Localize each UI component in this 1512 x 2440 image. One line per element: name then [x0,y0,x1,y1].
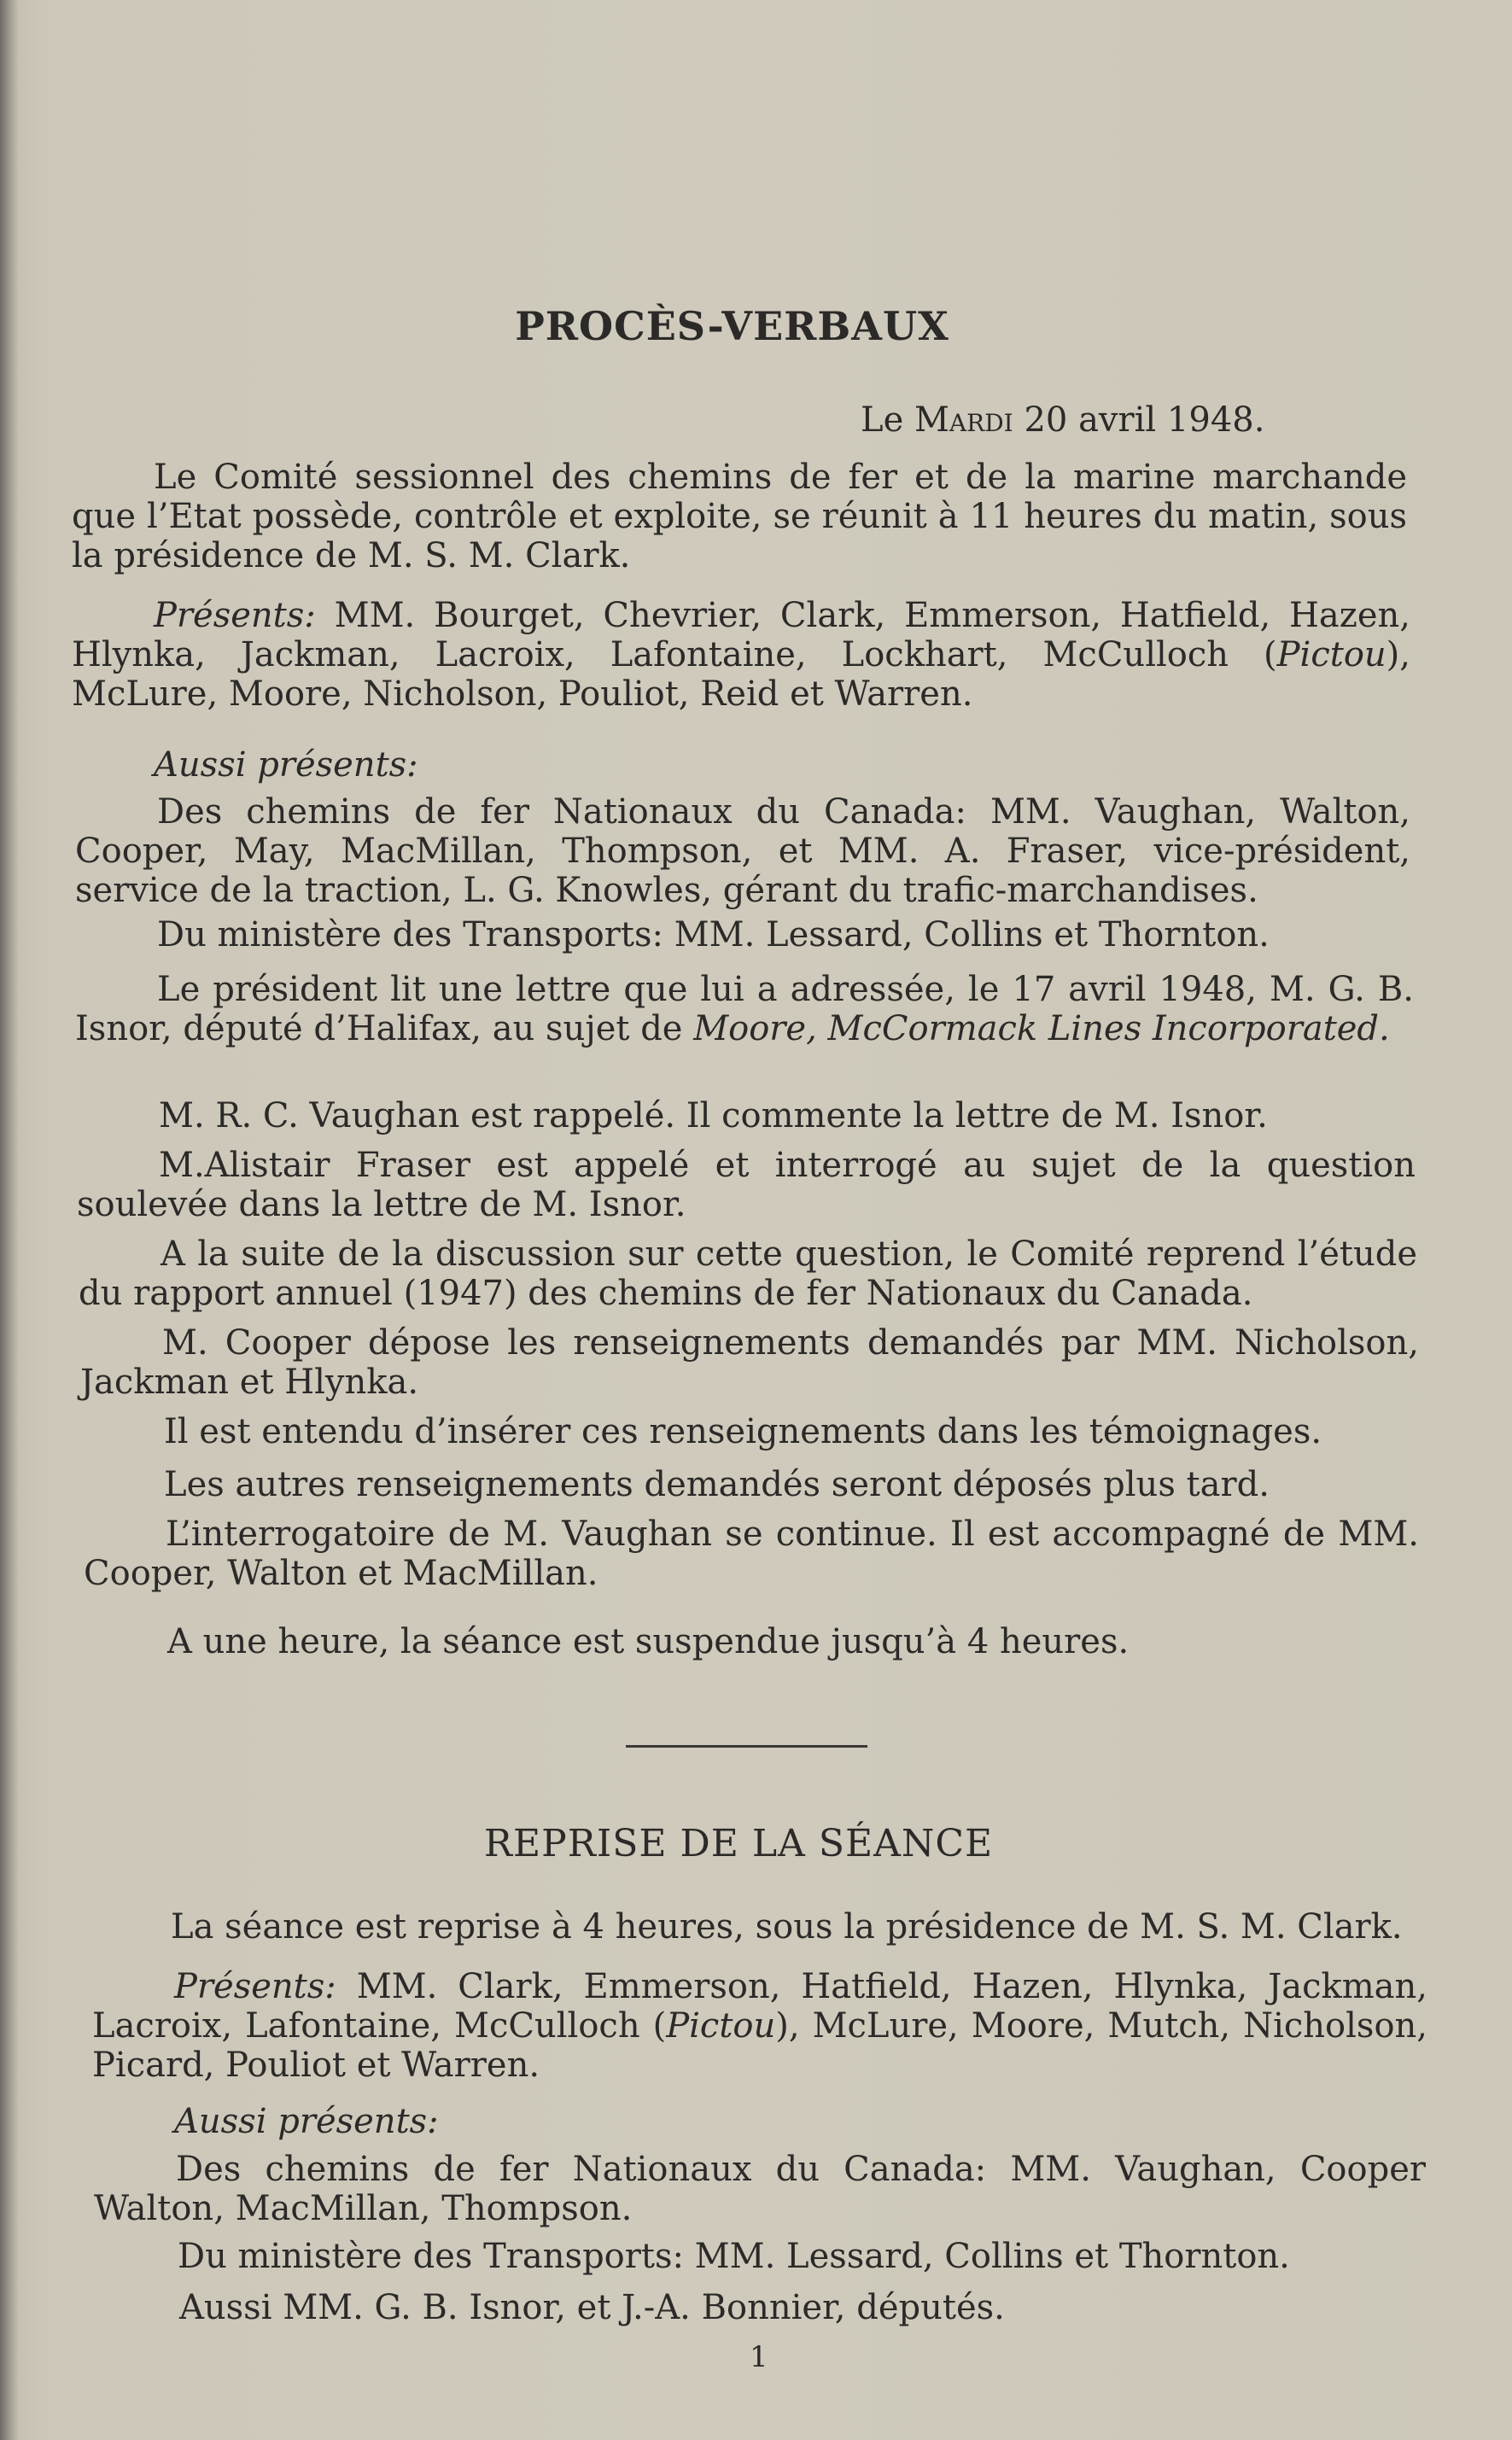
session2-deputes-block [97,2288,1429,2327]
session1-opening: Le Comité sessionnel des chemins de fer et de la marine marchande que l’Etat possède, contrôle et exploite, se réunit à 11 heures du matin, sous la présidence de M. S. M. Clark. [72,458,1407,575]
session1-presents-text-a: MM. Bourget, Chevrier, Clark, Emmerson, Hatfield, Hazen, Hlynka, Jackman, Lacroix, Lafontaine, Lockhart, McCulloch ( [72,596,1410,674]
session2-cn: Des chemins de fer Nationaux du Canada: MM. Vaughan, Cooper Walton, MacMillan, Thompson. [94,2150,1426,2228]
session2-presents-text-b: ), McLure, Moore, Mutch, Nicholson, Picard, Pouliot et Warren. [92,2006,1428,2085]
session1-suite: A la suite de la discussion sur cette question, le Comité reprend l’étude du rapport annuel (1947) des chemins de fer Nationaux du Canada. [79,1235,1417,1313]
session1-suspendue-block [85,1622,1421,1661]
session1-autres: Les autres renseignements demandés seront déposés plus tard. [164,1465,1270,1504]
session1-presents-text-b: ), McLure, Moore, Nicholson, Pouliot, Reid et Warren. [72,635,1410,714]
session2-presents [92,1967,1427,2085]
session2-aussi-label: Aussi présents: [174,2102,439,2141]
page-title: PROCÈS-VERBAUX [515,303,949,349]
date-prefix: Le [861,400,904,440]
session1-fraser: M.Alistair Fraser est appelé et interrogé au sujet de la question soulevée dans la lettre de M. Isnor. [77,1146,1416,1224]
session1-cn-block [75,792,1410,910]
section-divider [626,1745,867,1748]
session1-presents [72,596,1410,714]
session1-presents-label: Présents: [154,596,316,635]
session1-cooper: M. Cooper dépose les renseignements demandés par MM. Nicholson, Jackman et Hlynka. [80,1323,1419,1402]
session2-transports-block [96,2237,1427,2276]
session1-suspendue: A une heure, la séance est suspendue jusqu’à 4 heures. [167,1622,1130,1661]
session1-letter-italic: Moore, McCormack Lines Incorporated. [693,1009,1390,1048]
session1-fraser-block [77,1146,1416,1224]
session1-cn: Des chemins de fer Nationaux du Canada: MM. Vaughan, Walton, Cooper, May, MacMillan, Thompson, et MM. A. Fraser, vice-président, service de la traction, L. G. Knowles, gérant du trafic-marchandises. [75,792,1410,910]
session1-suite-block [79,1235,1417,1313]
session1-vaughan: M. R. C. Vaughan est rappelé. Il commente la lettre de M. Isnor. [159,1096,1268,1135]
page-number: 1 [750,2340,768,2374]
session2-presents-block [92,1967,1427,2085]
session2-presents-label: Présents: [174,1967,336,2006]
session1-letter-text: Le président lit une lettre que lui a adressée, le 17 avril 1948, M. G. B. Isnor, député d’Halifax, au sujet de [75,970,1414,1048]
session1-aussi-block [72,745,1410,785]
session1-presents-block [72,596,1410,714]
session2-opening-block [89,1907,1427,1947]
date-day: Mardi [914,400,1013,440]
session2-transports: Du ministère des Transports: MM. Lessard, Collins et Thornton. [178,2237,1290,2276]
session1-inserer-block [82,1412,1421,1451]
session1-vaughan-block [77,1096,1416,1135]
session2-presents-text-a: MM. Clark, Emmerson, Hatfield, Hazen, Hlynka, Jackman, Lacroix, Lafontaine, McCulloch ( [92,1967,1427,2046]
session1-letter-block [75,970,1414,1048]
section-subtitle: REPRISE DE LA SÉANCE [483,1822,994,1865]
session1-autres-block [82,1465,1421,1504]
session1-opening-block [72,458,1407,575]
session2-cn-block [94,2150,1426,2228]
session2-deputes: Aussi MM. G. B. Isnor, et J.-A. Bonnier, députés. [179,2288,1005,2327]
date-rest: 20 avril 1948. [1024,400,1265,440]
session2-opening: La séance est reprise à 4 heures, sous la présidence de M. S. M. Clark. [171,1907,1403,1947]
session1-transports-block [75,915,1410,954]
session1-letter [75,970,1414,1048]
session1-interro-block [84,1515,1419,1593]
session1-interro: L’interrogatoire de M. Vaughan se continue. Il est accompagné de MM. Cooper, Walton et MacMillan. [84,1515,1419,1593]
session1-cooper-block [80,1323,1419,1402]
session1-aussi-label: Aussi présents: [154,745,418,785]
session1-presents-italic: Pictou [1276,635,1386,674]
session2-aussi-block [92,2102,1427,2141]
meeting-date [861,400,1264,440]
session1-inserer: Il est entendu d’insérer ces renseignements dans les témoignages. [164,1412,1322,1451]
session1-transports: Du ministère des Transports: MM. Lessard, Collins et Thornton. [157,915,1270,954]
session2-presents-italic: Pictou [666,2006,776,2046]
